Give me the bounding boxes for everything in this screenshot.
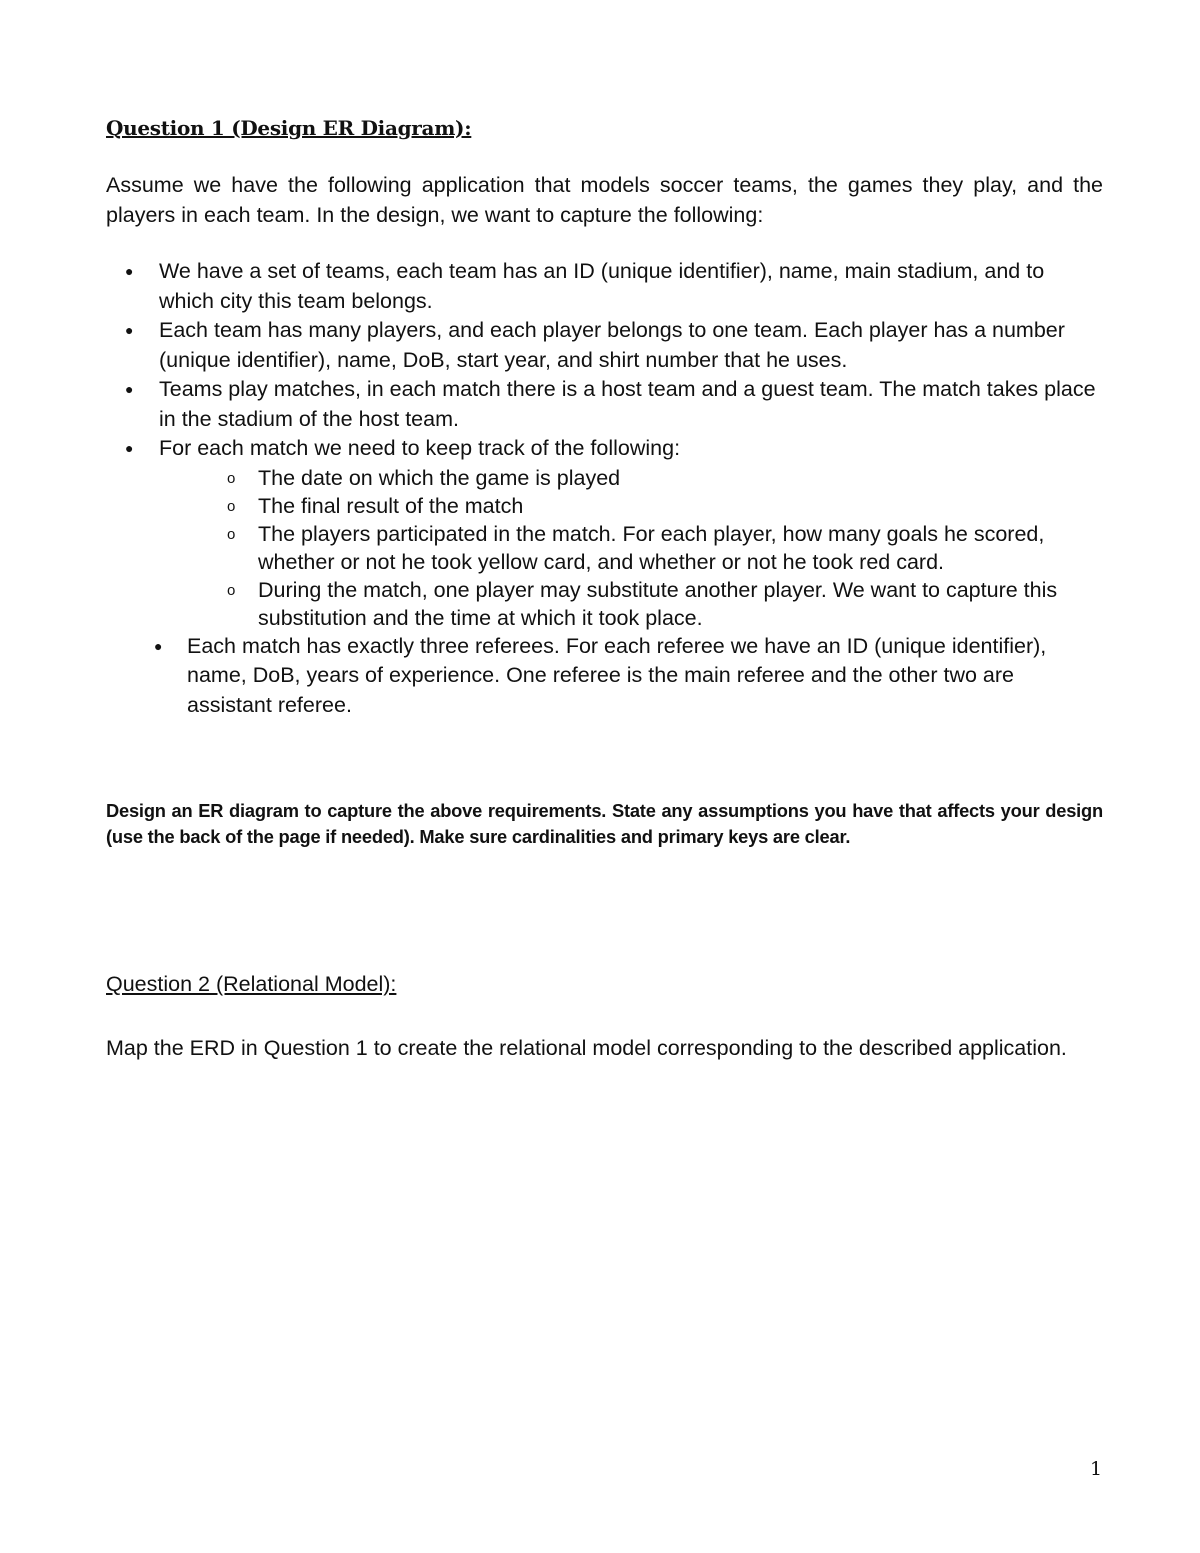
page-number: 1: [1090, 1458, 1103, 1480]
sub-list-item: [159, 576, 1103, 632]
list-item: [106, 632, 1103, 721]
sub-bullet-text: The players participated in the match. For each player, how many goals he scored, whether or not he took yellow card, and whether or not he took red card.: [258, 521, 1045, 574]
bullet-text: We have a set of teams, each team has an ID (unique identifier), name, main stadium, and to which city this team belongs.: [159, 259, 1045, 313]
bullet-icon: ●: [125, 381, 134, 397]
sub-bullet-text: The final result of the match: [258, 493, 524, 518]
list-item: [106, 434, 1103, 632]
sub-list-item: [159, 464, 1103, 492]
list-item: [106, 257, 1103, 316]
circle-bullet-icon: o: [227, 469, 236, 487]
bullet-icon: ●: [154, 637, 163, 654]
bullet-text: Each team has many players, and each player belongs to one team. Each player has a number (unique identifier), name, DoB, start year, and shirt number that he uses.: [159, 318, 1065, 372]
bullet-icon: ●: [125, 263, 134, 279]
question-1-instruction: Design an ER diagram to capture the above requirements. State any assumptions you have that affects your design (use the back of the page if needed). Make sure cardinalities and primary keys are clear.: [106, 800, 1103, 847]
sub-list-item: [159, 492, 1103, 520]
circle-bullet-icon: o: [227, 497, 236, 515]
question-2-heading: Question 2 (Relational Model):: [106, 972, 397, 996]
circle-bullet-icon: o: [227, 581, 236, 599]
match-tracking-sublist: [159, 464, 1103, 632]
bullet-icon: ●: [125, 322, 134, 338]
list-item: [106, 316, 1103, 375]
bullet-text: For each match we need to keep track of the following:: [159, 436, 681, 460]
sub-bullet-text: The date on which the game is played: [258, 465, 621, 490]
circle-bullet-icon: o: [227, 525, 236, 543]
bullet-icon: ●: [125, 440, 134, 456]
requirements-list: [106, 257, 1103, 720]
bullet-text: Each match has exactly three referees. For each referee we have an ID (unique identifier), name, DoB, years of experience. One referee is the main referee and the other two are assistant referee.: [187, 633, 1047, 717]
list-item: [106, 375, 1103, 434]
sub-bullet-text: During the match, one player may substitute another player. We want to capture this substitution and the time at which it took place.: [258, 577, 1058, 630]
question-2-text: Map the ERD in Question 1 to create the relational model corresponding to the described application.: [106, 1036, 1067, 1060]
question-1-heading: Question 1 (Design ER Diagram):: [106, 116, 472, 140]
question-1-intro: Assume we have the following application that models soccer teams, the games they play, and the players in each team. In the design, we want to capture the following:: [106, 173, 1103, 227]
sub-list-item: [159, 520, 1103, 576]
bullet-text: Teams play matches, in each match there is a host team and a guest team. The match takes place in the stadium of the host team.: [159, 377, 1096, 431]
